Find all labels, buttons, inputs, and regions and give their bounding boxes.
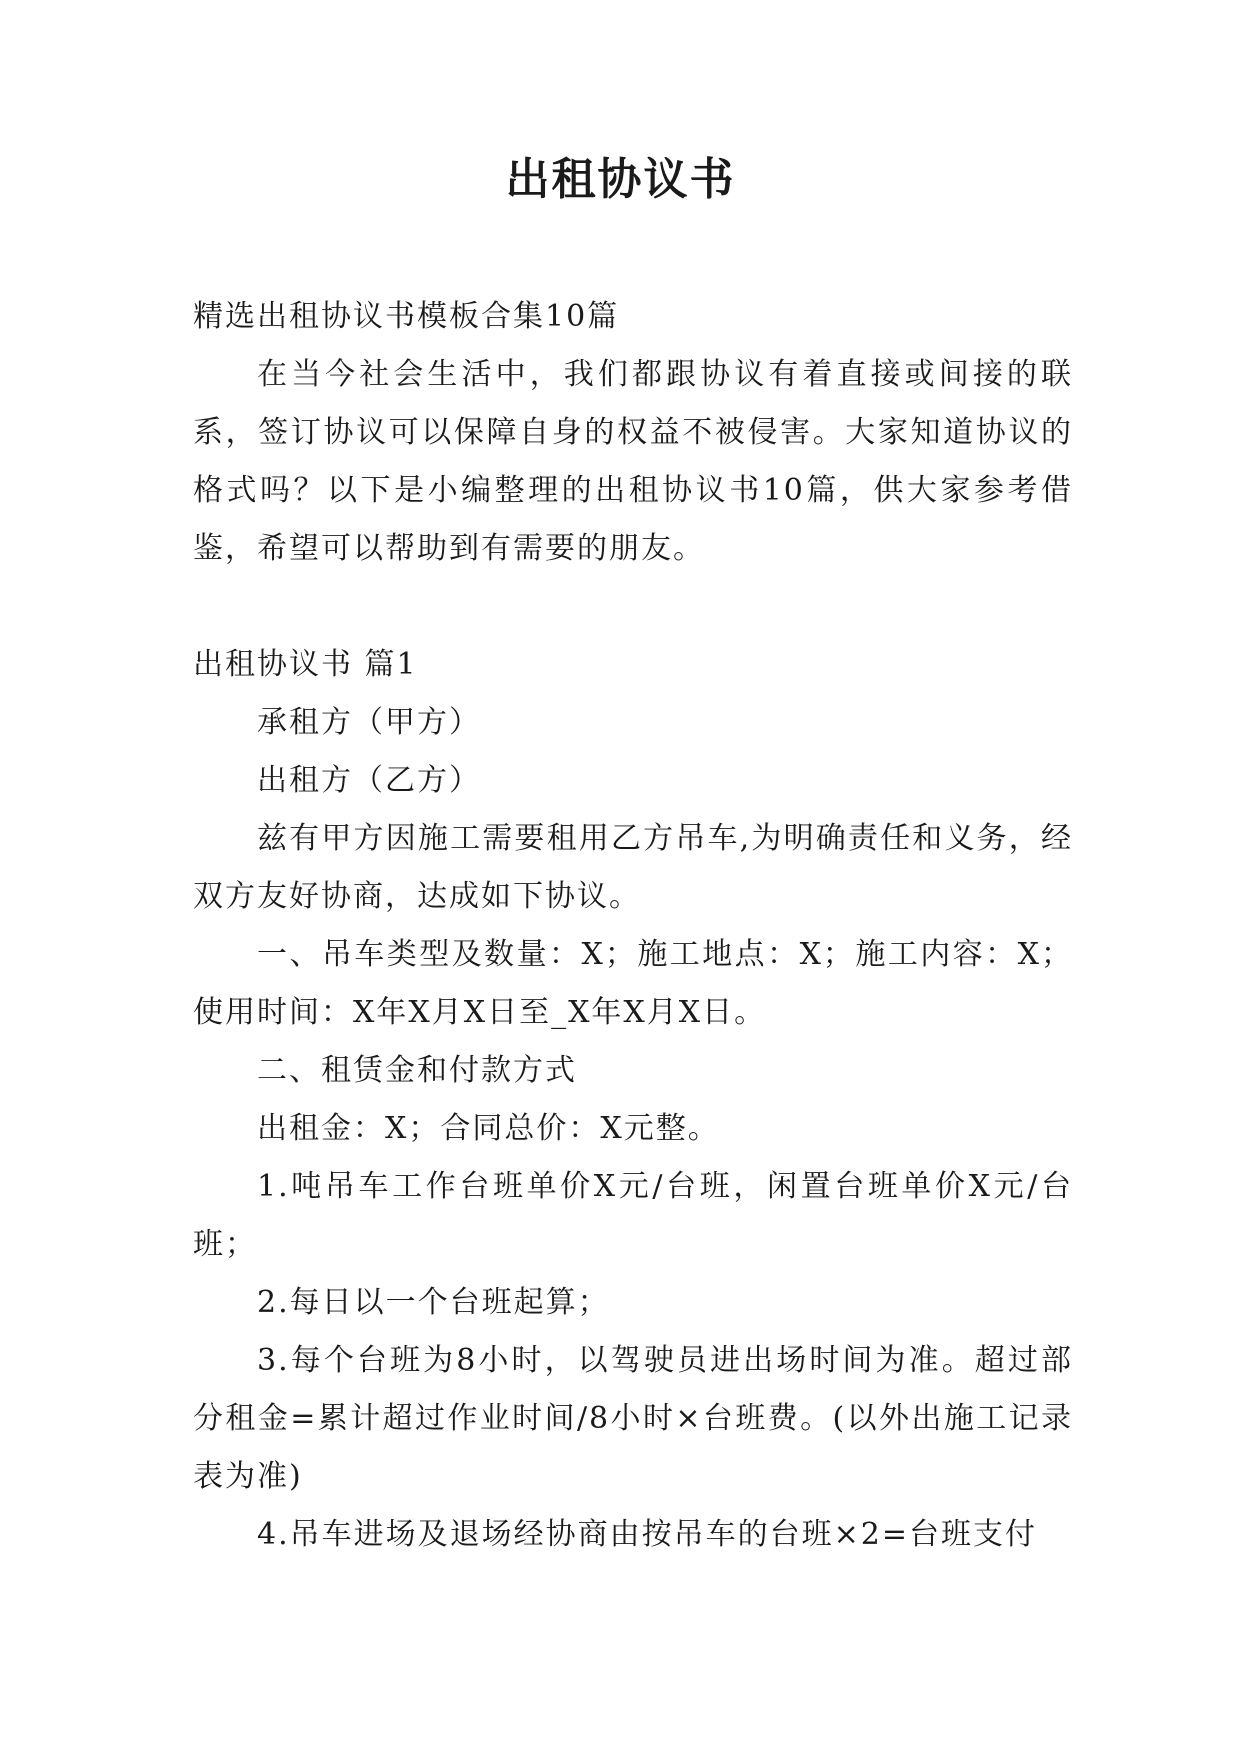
document-body	[193, 288, 1073, 1564]
document-title: 出租协议书	[505, 154, 736, 205]
document-subtitle: 精选出租协议书模板合集10篇	[193, 299, 620, 334]
paragraph-clause-2-heading: 二、租赁金和付款方式	[257, 1053, 577, 1088]
paragraph-rent-total: 出租金：X；合同总价：X元整。	[257, 1111, 720, 1146]
paragraph-clause-1: 一、吊车类型及数量：X；施工地点：X；施工内容：X；使用时间：X年X月X日至_X年X月X日。	[193, 937, 1073, 1030]
section-heading: 出租协议书 篇1	[193, 647, 418, 682]
paragraph-item-4: 4.吊车进场及退场经协商由按吊车的台班×2=台班支付	[257, 1517, 1037, 1552]
paragraph-item-3: 3.每个台班为8小时，以驾驶员进出场时间为准。超过部分租金=累计超过作业时间/8小时×台班费。(以外出施工记录表为准)	[193, 1343, 1073, 1494]
intro-paragraph: 在当今社会生活中，我们都跟协议有着直接或间接的联系，签订协议可以保障自身的权益不被侵害。大家知道协议的格式吗？以下是小编整理的出租协议书10篇，供大家参考借鉴，希望可以帮助到有需要的朋友。	[193, 357, 1073, 566]
paragraph-preamble: 兹有甲方因施工需要租用乙方吊车,为明确责任和义务，经双方友好协商，达成如下协议。	[193, 821, 1073, 914]
paragraph-lessee: 承租方（甲方）	[257, 705, 481, 740]
paragraph-lessor: 出租方（乙方）	[257, 763, 481, 798]
paragraph-item-2: 2.每日以一个台班起算；	[257, 1285, 610, 1320]
section-spacer	[193, 578, 1073, 636]
paragraph-item-1: 1.吨吊车工作台班单价X元/台班，闲置台班单价X元/台班；	[193, 1169, 1073, 1262]
